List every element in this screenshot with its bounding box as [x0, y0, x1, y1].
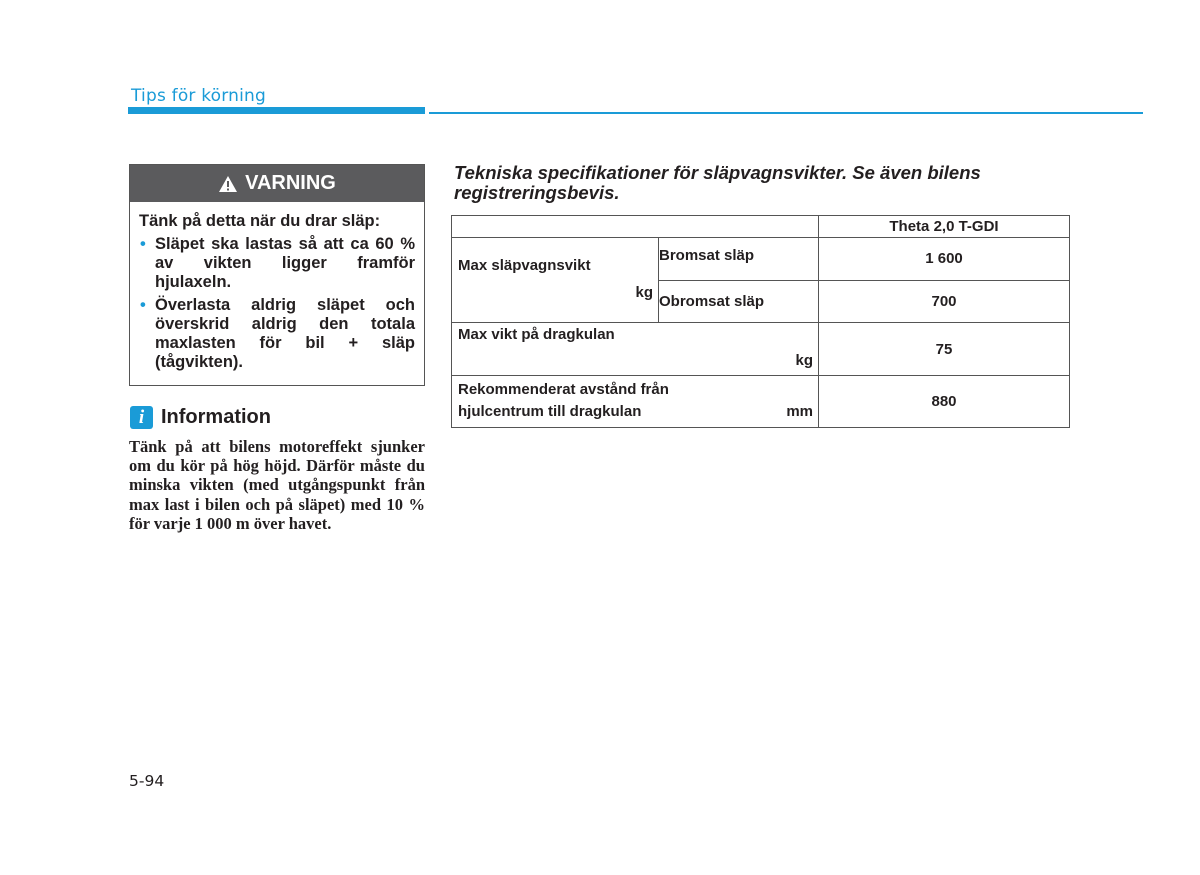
information-text: Tänk på att bilens motoreffekt sjunker om du kör på hög höjd. Därför måste du minska vikten (med utgångspunkt från max last i bilen och på släpet) med 10 % för varje 1 000 m över havet. [129, 437, 425, 533]
distance-unit: mm [786, 403, 813, 420]
max-trailer-label: Max släpvagnsvikt [458, 257, 591, 274]
warning-box [129, 164, 425, 386]
section-title: Tips för körning [131, 86, 267, 106]
towball-value: 75 [819, 323, 1070, 376]
spec-title: Tekniska specifikationer för släpvagnsvikter. Se även bilens registreringsbevis. [454, 162, 981, 203]
warning-item: • Överlasta aldrig släpet och överskrid aldrig den totala maxlasten för bil + släp (tågvikten). [140, 296, 415, 371]
unbraked-label: Obromsat släp [659, 280, 819, 323]
towball-label-cell [452, 323, 819, 376]
braked-label: Bromsat släp [659, 238, 819, 281]
unbraked-value: 700 [819, 280, 1070, 323]
bullet-icon: • [140, 296, 146, 314]
max-trailer-label-cell [452, 238, 659, 323]
header-rule-thin [429, 112, 1143, 114]
header-rule-thick [128, 107, 425, 114]
warning-header [130, 165, 424, 202]
spec-table [451, 215, 1070, 428]
distance-value: 880 [819, 376, 1070, 428]
distance-label-line1: Rekommenderat avstånd från [458, 381, 669, 398]
warning-triangle-icon [218, 175, 238, 193]
distance-label-cell [452, 376, 819, 428]
warning-title: VARNING [245, 172, 336, 194]
bullet-icon: • [140, 235, 146, 253]
page-number: 5-94 [129, 772, 165, 790]
towball-unit: kg [795, 352, 813, 369]
table-corner-cell [452, 216, 819, 238]
column-header: Theta 2,0 T-GDI [819, 216, 1070, 238]
info-icon: i [130, 406, 153, 429]
warning-item: • Släpet ska lastas så att ca 60 % av vikten ligger framför hjulaxeln. [140, 235, 415, 291]
towball-label: Max vikt på dragkulan [458, 326, 615, 343]
max-trailer-unit: kg [635, 284, 653, 301]
information-title: Information [161, 406, 271, 428]
warning-intro: Tänk på detta när du drar släp: [139, 212, 381, 230]
information-header [130, 406, 271, 429]
distance-label-line2: hjulcentrum till dragkulan [458, 403, 642, 420]
braked-value: 1 600 [819, 238, 1070, 281]
